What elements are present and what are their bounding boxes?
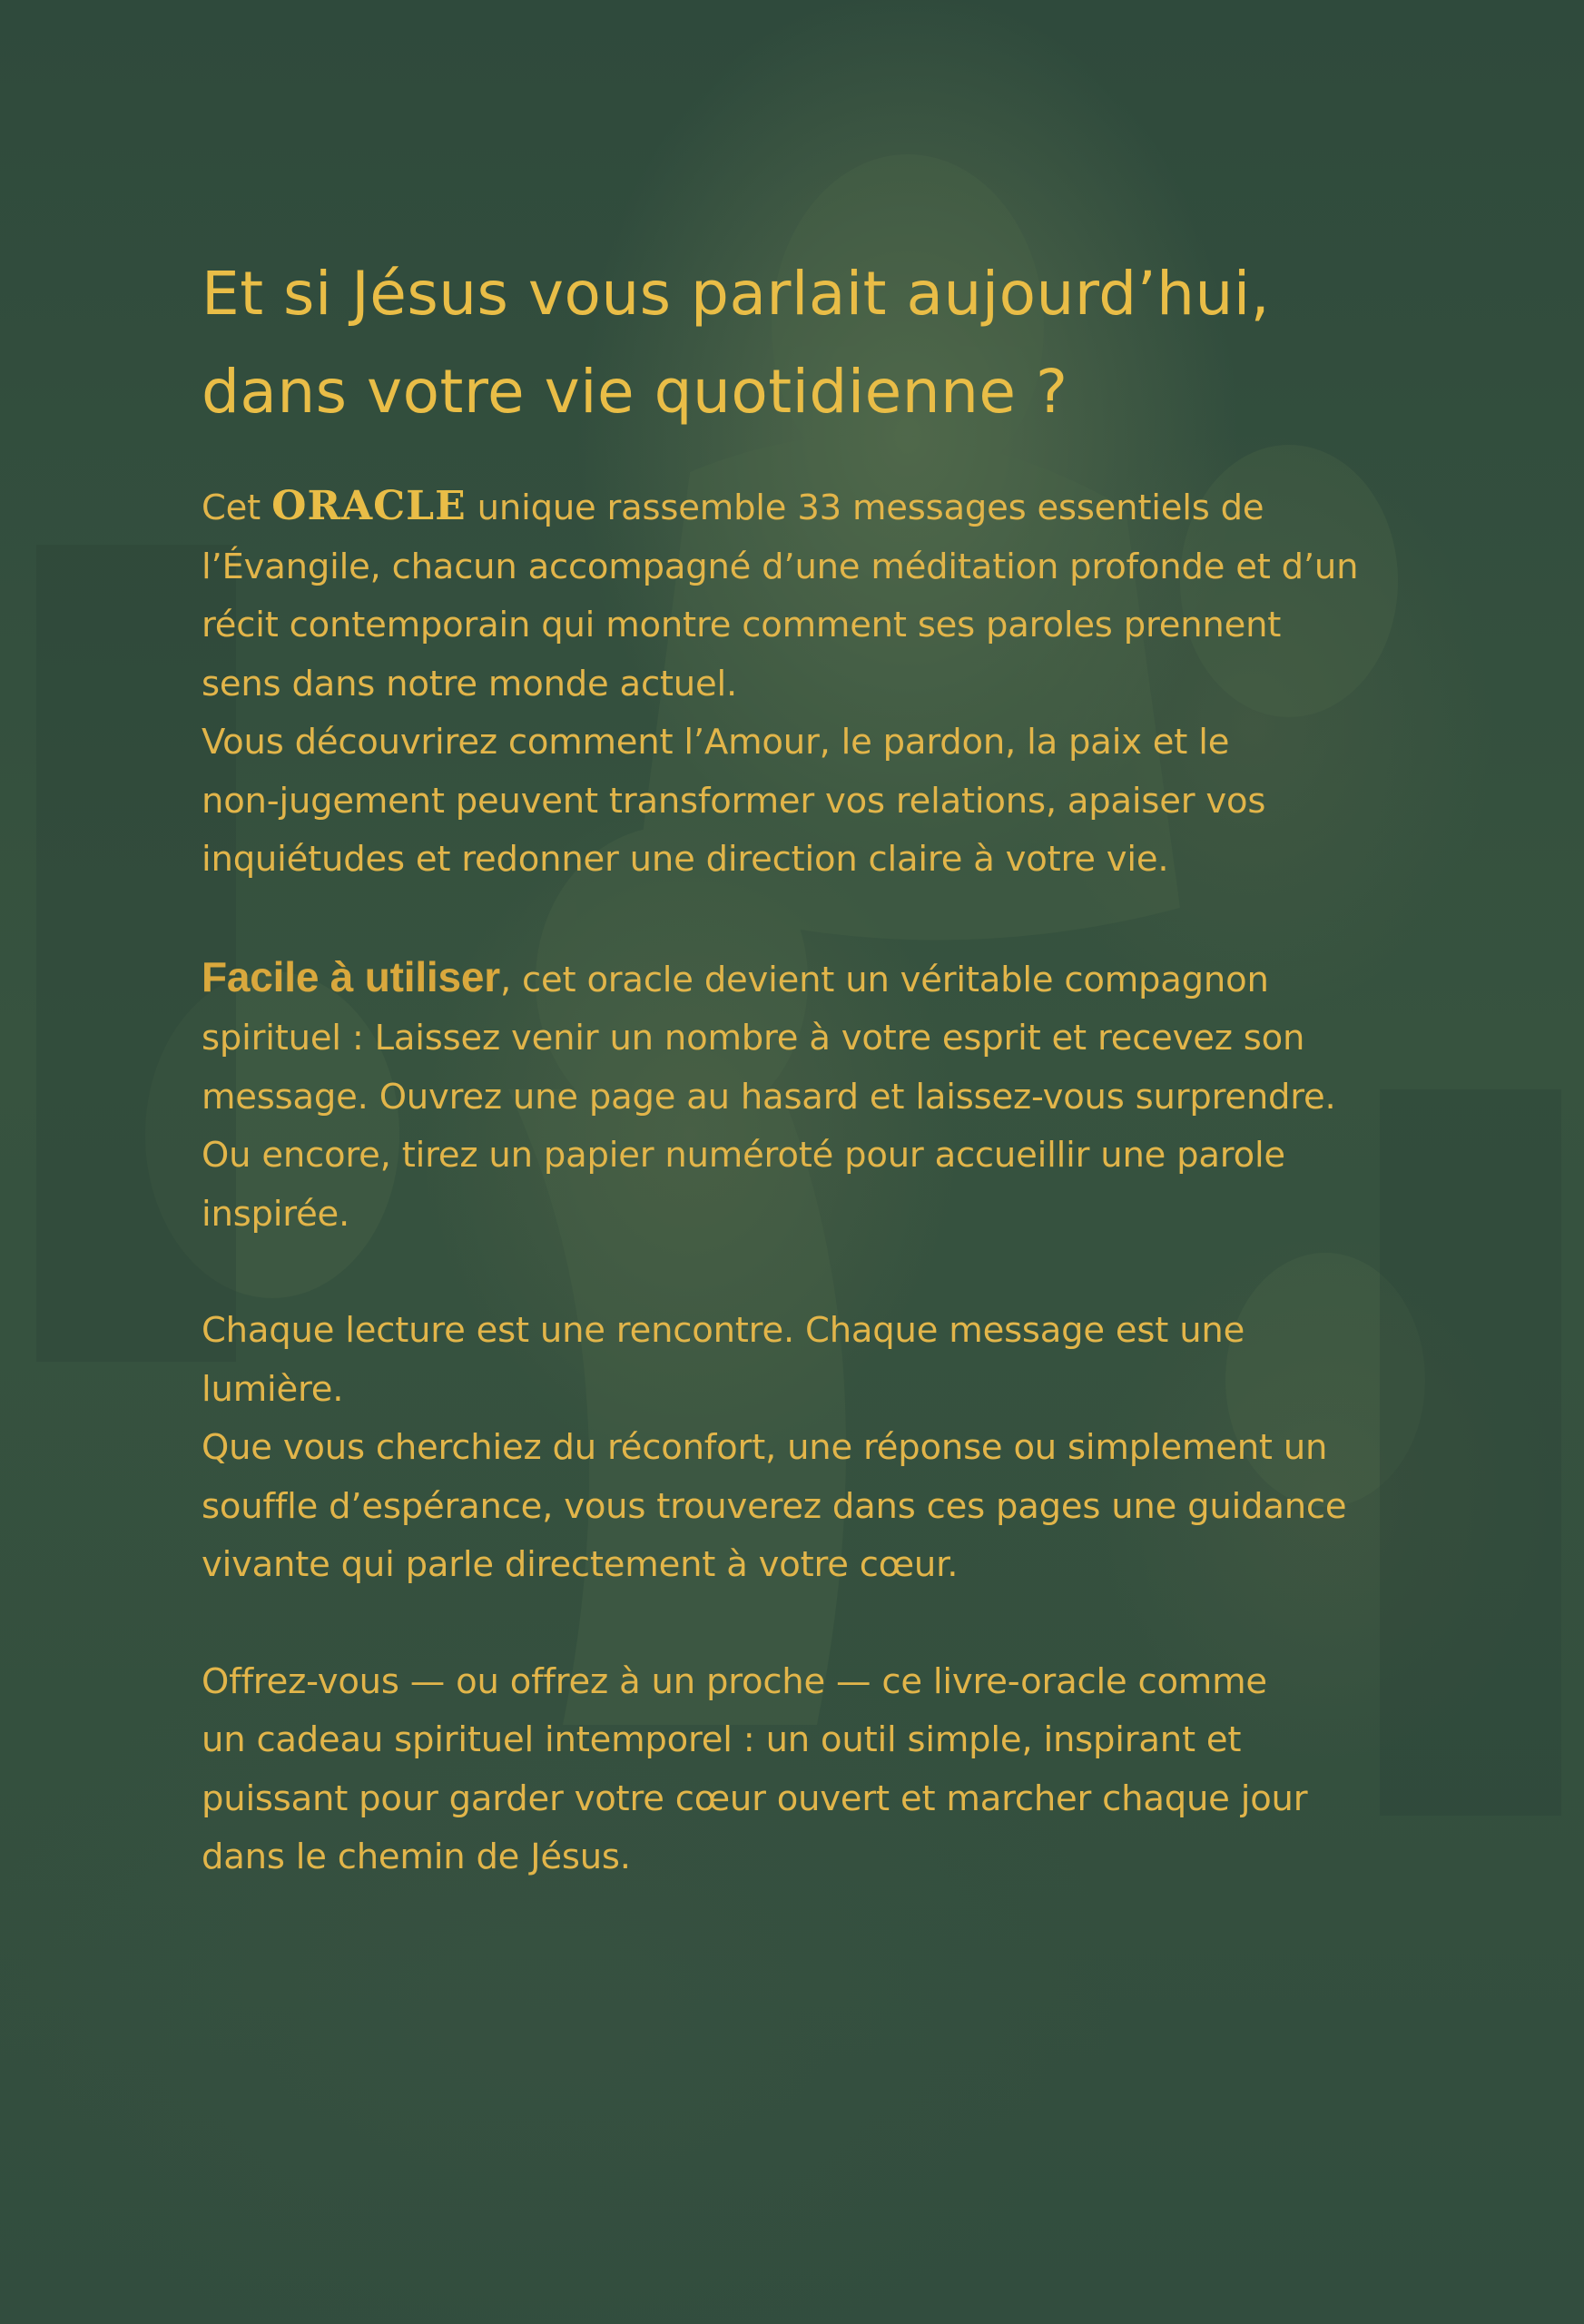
paragraph-line: [202, 478, 1400, 538]
oracle-word: ORACLE: [271, 483, 467, 529]
paragraph-line: Vous découvrirez comment l’Amour, le pardon, la paix et le: [202, 722, 1230, 763]
paragraph-line: [202, 948, 1400, 1010]
paragraph-encounter: [202, 1302, 1400, 1595]
paragraph-line: l’Évangile, chacun accompagné d’une méditation profonde et d’un: [202, 546, 1359, 587]
paragraph-line: Chaque lecture est une rencontre. Chaque message est une: [202, 1310, 1245, 1351]
bold-lead-text: Facile à utiliser: [202, 952, 500, 1000]
paragraph-line: inspirée.: [202, 1193, 350, 1235]
text-content: [202, 245, 1400, 1887]
text-fragment: unique rassemble 33 messages essentiels de: [466, 487, 1264, 528]
paragraph-line: inquiétudes et redonner une direction claire à votre vie.: [202, 839, 1169, 880]
paragraph-easy-use: [202, 948, 1400, 1245]
paragraph-oracle-intro: [202, 478, 1400, 890]
paragraph-line: un cadeau spirituel intemporel : un outil simple, inspirant et: [202, 1719, 1242, 1760]
paragraph-line: non-jugement peuvent transformer vos relations, apaiser vos: [202, 780, 1266, 822]
paragraph-line: dans le chemin de Jésus.: [202, 1837, 631, 1877]
paragraph-line: message. Ouvrez une page au hasard et laissez-vous surprendre.: [202, 1076, 1336, 1118]
paragraph-gift: [202, 1653, 1400, 1887]
paragraph-line: sens dans notre monde actuel.: [202, 663, 738, 704]
paragraph-line: Ou encore, tirez un papier numéroté pour accueillir une parole: [202, 1135, 1285, 1176]
paragraph-line: souffle d’espérance, vous trouverez dans ces pages une guidance: [202, 1485, 1347, 1527]
text-fragment: , cet oracle devient un véritable compagnon: [499, 959, 1269, 1000]
paragraph-line: Que vous cherchiez du réconfort, une réponse ou simplement un: [202, 1427, 1328, 1468]
paragraph-line: spirituel : Laissez venir un nombre à votre esprit et recevez son: [202, 1018, 1305, 1059]
paragraph-line: vivante qui parle directement à votre cœur.: [202, 1544, 959, 1585]
paragraph-line: lumière.: [202, 1368, 344, 1410]
text-fragment: Cet: [202, 487, 272, 528]
paragraph-line: puissant pour garder votre cœur ouvert et marcher chaque jour: [202, 1777, 1308, 1819]
title-line-2: dans votre vie quotidienne ?: [202, 357, 1068, 427]
paragraph-line: Offrez-vous — ou offrez à un proche — ce livre-oracle comme: [202, 1660, 1267, 1702]
paragraph-line: récit contemporain qui montre comment ses paroles prennent: [202, 605, 1282, 645]
title-line-1: Et si Jésus vous parlait aujourd’hui,: [202, 259, 1271, 329]
page-title: [202, 245, 1400, 441]
